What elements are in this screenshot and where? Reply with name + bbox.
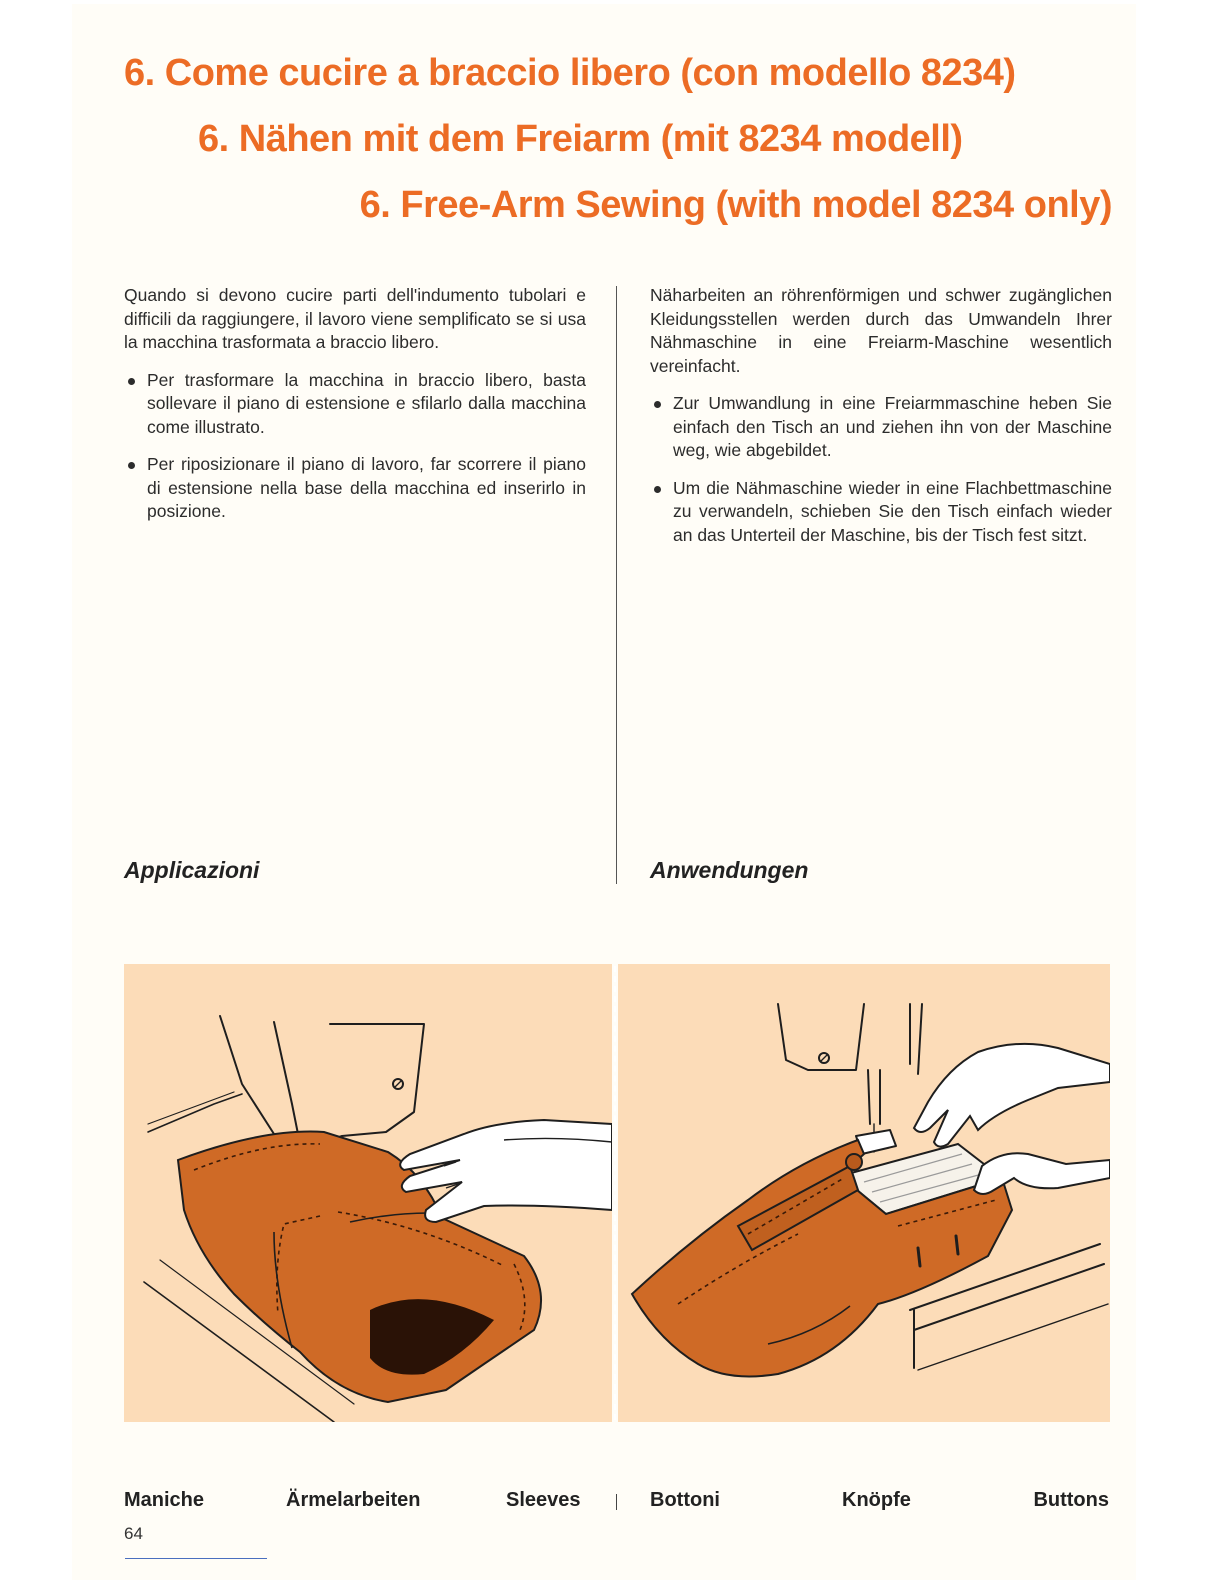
lower-hand bbox=[974, 1153, 1110, 1194]
german-bullet-1: Zur Umwandlung in eine Freiarmmaschine heben Sie einfach den Tisch an und ziehen ihn von der Maschine weg, wie abgebildet. bbox=[650, 392, 1112, 463]
sleeve-sewing-drawing bbox=[124, 964, 612, 1422]
german-bullet-list bbox=[650, 392, 1112, 547]
guiding-hand bbox=[400, 1120, 612, 1222]
caption-sleeves-italian: Maniche bbox=[124, 1489, 205, 1511]
italian-bullet-1: Per trasformare la macchina in braccio libero, basta sollevare il piano di estensione e sfilarlo dalla macchina come illustrato. bbox=[124, 369, 586, 440]
german-column bbox=[650, 284, 1112, 561]
italian-bullet-2: Per riposizionare il piano di lavoro, far scorrere il piano di estensione nella base della macchina ed inserirlo in posizione. bbox=[124, 453, 586, 524]
heading-italian: 6. Come cucire a braccio libero (con modello 8234) bbox=[124, 52, 1016, 94]
italian-bullet-list bbox=[124, 369, 586, 524]
buttons-illustration bbox=[618, 964, 1110, 1422]
german-intro: Näharbeiten an röhrenförmigen und schwer zugänglichen Kleidungsstellen werden durch das Umwandeln Ihrer Nähmaschine in eine Freiarm-Maschine wesentlich vereinfacht. bbox=[650, 285, 1112, 376]
sleeves-illustration bbox=[124, 964, 612, 1422]
caption-separator bbox=[616, 1494, 617, 1510]
illustration-divider bbox=[614, 966, 616, 1420]
page-number: 64 bbox=[124, 1524, 143, 1543]
column-divider bbox=[616, 286, 617, 884]
heading-english: 6. Free-Arm Sewing (with model 8234 only) bbox=[359, 184, 1112, 226]
caption-buttons-english: Buttons bbox=[1033, 1489, 1109, 1511]
italian-column bbox=[124, 284, 586, 538]
heading-german: 6. Nähen mit dem Freiarm (mit 8234 modell) bbox=[198, 118, 963, 160]
upper-hand bbox=[914, 1044, 1110, 1147]
german-bullet-2: Um die Nähmaschine wieder in eine Flachbettmaschine zu verwandeln, schieben Sie den Tisch einfach wieder an das Unterteil der Maschine, bis der Tisch fest sitzt. bbox=[650, 477, 1112, 548]
footer-rule bbox=[125, 1558, 267, 1559]
caption-sleeves-english: Sleeves bbox=[506, 1489, 581, 1511]
button-sewing-drawing bbox=[618, 964, 1110, 1422]
italian-intro: Quando si devono cucire parti dell'indumento tubolari e difficili da raggiungere, il lavoro viene semplificato se si usa la macchina trasformata a braccio libero. bbox=[124, 285, 586, 352]
subheading-applicazioni: Applicazioni bbox=[124, 857, 260, 883]
subheading-anwendungen: Anwendungen bbox=[650, 857, 809, 883]
caption-buttons-german: Knöpfe bbox=[842, 1489, 911, 1511]
caption-buttons-italian: Bottoni bbox=[650, 1489, 720, 1511]
sewn-button bbox=[846, 1154, 862, 1170]
caption-sleeves-german: Ärmelarbeiten bbox=[286, 1489, 421, 1511]
